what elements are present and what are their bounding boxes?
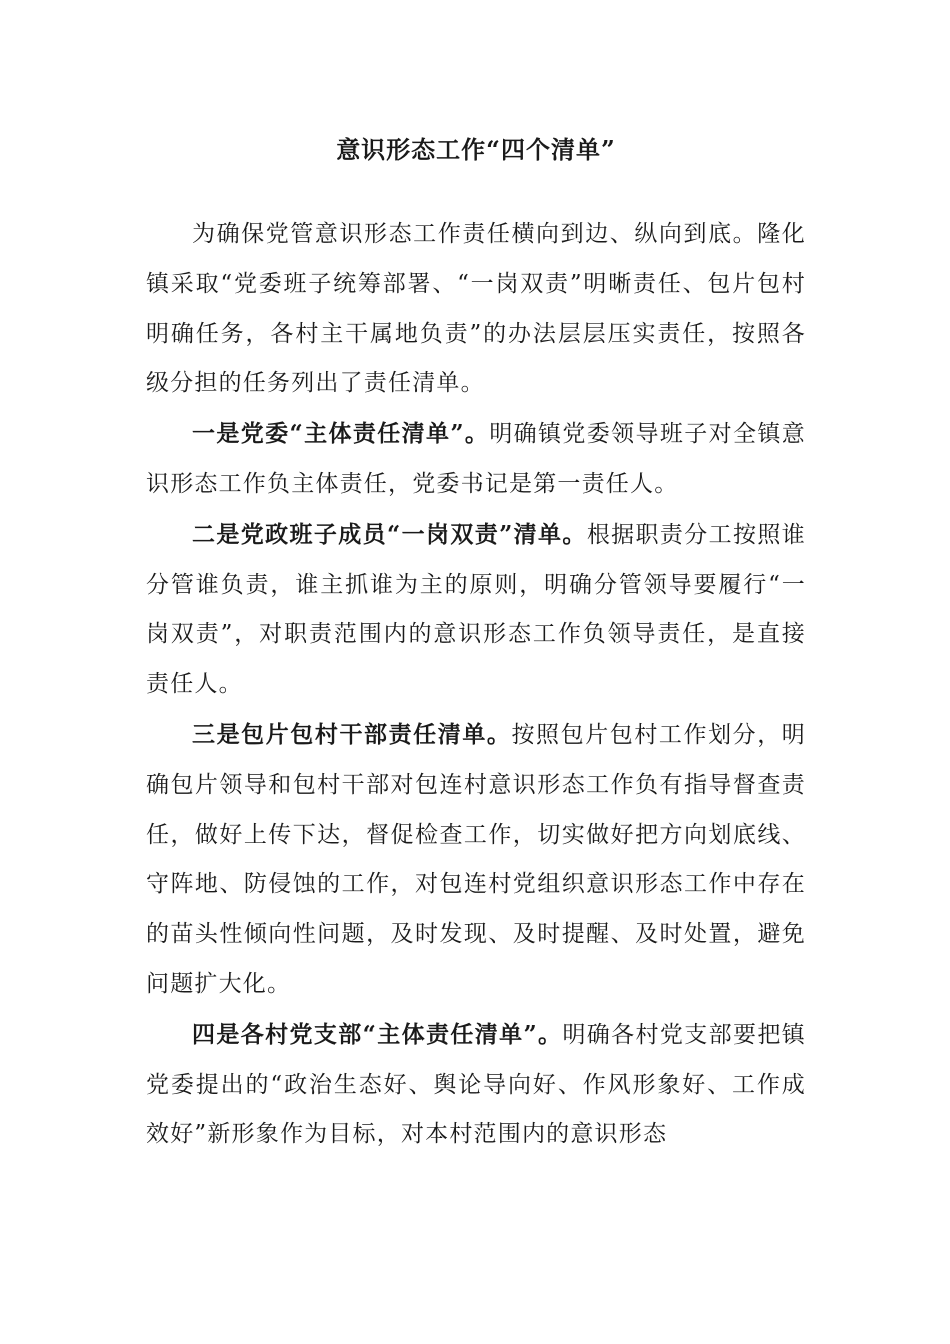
item-lead-3: 三是包片包村干部责任清单。 xyxy=(192,720,512,748)
item-paragraph-3 xyxy=(146,710,806,1010)
item-paragraph-2 xyxy=(146,510,806,710)
item-paragraph-1 xyxy=(146,409,806,510)
item-body-3: 按照包片包村工作划分，明确包片领导和包村干部对包连村意识形态工作负有指导督查责任，做好上传下达，督促检查工作，切实做好把方向划底线、守阵地、防侵蚀的工作，对包连村党组织意识形态工作中存在的苗头性倾向性问题，及时发现、及时提醒、及时处置，避免问题扩大化。 xyxy=(146,721,806,997)
item-body-2: 根据职责分工按照谁分管谁负责，谁主抓谁为主的原则，明确分管领导要履行“一岗双责”，对职责范围内的意识形态工作负领导责任，是直接责任人。 xyxy=(146,521,806,698)
item-paragraph-4 xyxy=(146,1010,806,1160)
intro-paragraph: 为确保党管意识形态工作责任横向到边、纵向到底。隆化镇采取“党委班子统筹部署、“一岗双责”明晰责任、包片包村明确任务，各村主干属地负责”的办法层层压实责任，按照各级分担的任务列出了责任清单。 xyxy=(146,221,806,397)
item-body-1: 明确镇党委领导班子对全镇意识形态工作负主体责任，党委书记是第一责任人。 xyxy=(146,421,806,497)
item-lead-4: 四是各村党支部“主体责任清单”。 xyxy=(192,1020,563,1048)
document-page xyxy=(146,130,806,1160)
item-lead-1: 一是党委“主体责任清单”。 xyxy=(192,420,490,448)
item-lead-2: 二是党政班子成员“一岗双责”清单。 xyxy=(192,520,587,548)
item-body-4: 明确各村党支部要把镇党委提出的“政治生态好、舆论导向好、作风形象好、工作成效好”新形象作为目标，对本村范围内的意识形态 xyxy=(146,1021,806,1148)
document-title: 意识形态工作“四个清单” xyxy=(336,135,616,164)
